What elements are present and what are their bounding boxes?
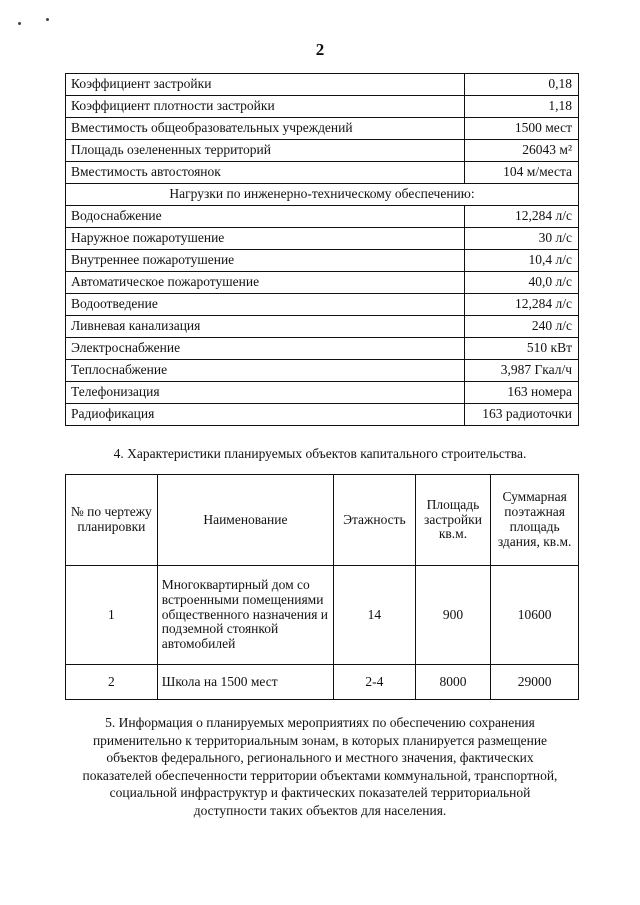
section-4-heading: 4. Характеристики планируемых объектов капитального строительства. [113,446,527,461]
table-row [66,140,579,162]
table-row [66,360,579,382]
param-name: Водоотведение [66,294,465,316]
table-row [66,404,579,426]
param-name: Электроснабжение [66,338,465,360]
table-row [66,96,579,118]
header-num: № по чертежу планировки [66,475,158,566]
param-value: 26043 м² [465,140,579,162]
table-row [66,228,579,250]
param-name: Наружное пожаротушение [66,228,465,250]
param-value: 10,4 л/с [465,250,579,272]
scan-dot [46,18,49,21]
header-floors: Этажность [334,475,416,566]
param-value: 510 кВт [465,338,579,360]
param-name: Ливневая канализация [66,316,465,338]
table-row [66,118,579,140]
param-name: Коэффициент застройки [66,74,465,96]
header-total-area: Суммарная поэтажная площадь здания, кв.м. [491,475,579,566]
param-name: Радиофикация [66,404,465,426]
param-value: 3,987 Гкал/ч [465,360,579,382]
parameters-table [65,73,579,426]
row-floors: 2-4 [334,665,416,700]
param-name: Водоснабжение [66,206,465,228]
row-name: Школа на 1500 мест [157,665,333,700]
param-value: 163 радиоточки [465,404,579,426]
section-title: Нагрузки по инженерно-техническому обеспечению: [66,184,579,206]
param-value: 12,284 л/с [465,294,579,316]
table-row [66,294,579,316]
row-area: 8000 [415,665,491,700]
table-header-row [66,475,579,566]
param-name: Автоматическое пожаротушение [66,272,465,294]
row-name: Многоквартирный дом со встроенными помещениями общественного назначения и подземной стоянкой автомобилей [157,566,333,665]
param-value: 30 л/с [465,228,579,250]
param-value: 1,18 [465,96,579,118]
table-row [66,272,579,294]
table-row [66,250,579,272]
header-name: Наименование [157,475,333,566]
row-floors: 14 [334,566,416,665]
scan-dot [18,22,21,25]
objects-table [65,474,579,700]
param-value: 40,0 л/с [465,272,579,294]
param-value: 104 м/места [465,162,579,184]
row-total-area: 29000 [491,665,579,700]
param-name: Внутреннее пожаротушение [66,250,465,272]
param-name: Вместимость автостоянок [66,162,465,184]
param-value: 1500 мест [465,118,579,140]
param-name: Теплоснабжение [66,360,465,382]
table-row [66,162,579,184]
row-total-area: 10600 [491,566,579,665]
table-row [66,566,579,665]
param-name: Коэффициент плотности застройки [66,96,465,118]
row-num: 1 [66,566,158,665]
table-row [66,665,579,700]
section-5-paragraph: 5. Информация о планируемых мероприятиях по обеспечению сохранения применительно к территориальным зонам, в которых планируется размещение объектов федерального, регионального и местного значения, фактических показателей обеспеченности территории объектами коммунальной, транспортной, социальной инфраструктур и фактических показателей территориальной доступности таких объектов для населения. [82,715,558,818]
table-section-row [66,184,579,206]
header-area: Площадь застройки кв.м. [415,475,491,566]
param-value: 12,284 л/с [465,206,579,228]
param-value: 240 л/с [465,316,579,338]
row-num: 2 [66,665,158,700]
table-row [66,206,579,228]
param-name: Площадь озелененных территорий [66,140,465,162]
row-area: 900 [415,566,491,665]
table-row [66,316,579,338]
table-row [66,338,579,360]
param-value: 0,18 [465,74,579,96]
page-number: 2 [315,40,325,59]
table-row [66,382,579,404]
param-name: Телефонизация [66,382,465,404]
param-name: Вместимость общеобразовательных учреждений [66,118,465,140]
param-value: 163 номера [465,382,579,404]
table-row [66,74,579,96]
